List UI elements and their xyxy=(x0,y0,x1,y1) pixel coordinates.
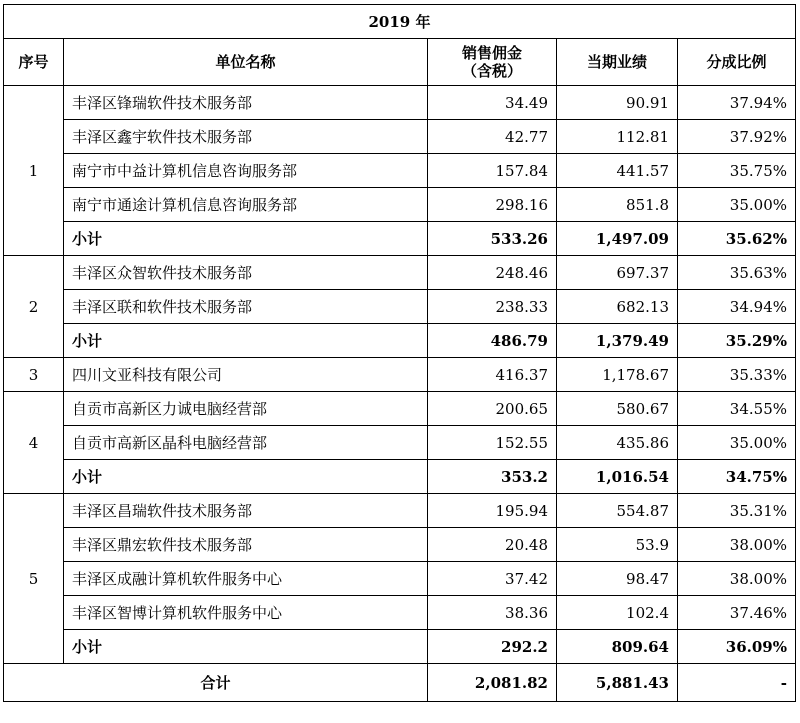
unit-name: 丰泽区鼎宏软件技术服务部 xyxy=(64,528,428,562)
unit-name: 南宁市通途计算机信息咨询服务部 xyxy=(64,188,428,222)
subtotal-label: 小计 xyxy=(64,630,428,664)
table-row xyxy=(4,528,796,562)
header-commission-line2: （含税） xyxy=(461,62,522,80)
total-label: 合计 xyxy=(4,664,428,702)
unit-name: 丰泽区成融计算机软件服务中心 xyxy=(64,562,428,596)
subtotal-ratio: 35.29% xyxy=(678,324,796,358)
performance-value: 112.81 xyxy=(557,120,678,154)
unit-name: 丰泽区联和软件技术服务部 xyxy=(64,290,428,324)
header-performance: 当期业绩 xyxy=(557,39,678,86)
commission-value: 298.16 xyxy=(428,188,557,222)
unit-name: 丰泽区众智软件技术服务部 xyxy=(64,256,428,290)
unit-name: 丰泽区昌瑞软件技术服务部 xyxy=(64,494,428,528)
commission-value: 238.33 xyxy=(428,290,557,324)
table-row xyxy=(4,562,796,596)
total-performance: 5,881.43 xyxy=(557,664,678,702)
group-seq: 5 xyxy=(4,494,64,664)
subtotal-performance: 1,379.49 xyxy=(557,324,678,358)
group-seq: 1 xyxy=(4,86,64,256)
commission-table xyxy=(3,4,796,702)
performance-value: 53.9 xyxy=(557,528,678,562)
header-commission-line1: 销售佣金 xyxy=(461,44,522,62)
performance-value: 441.57 xyxy=(557,154,678,188)
ratio-value: 35.33% xyxy=(678,358,796,392)
table-row xyxy=(4,358,796,392)
performance-value: 554.87 xyxy=(557,494,678,528)
subtotal-commission: 486.79 xyxy=(428,324,557,358)
ratio-value: 35.75% xyxy=(678,154,796,188)
commission-value: 195.94 xyxy=(428,494,557,528)
header-commission xyxy=(428,39,557,86)
header-seq: 序号 xyxy=(4,39,64,86)
subtotal-commission: 292.2 xyxy=(428,630,557,664)
subtotal-row xyxy=(4,460,796,494)
commission-value: 248.46 xyxy=(428,256,557,290)
subtotal-label: 小计 xyxy=(64,460,428,494)
table-row xyxy=(4,256,796,290)
ratio-value: 38.00% xyxy=(678,528,796,562)
ratio-value: 34.94% xyxy=(678,290,796,324)
table-row xyxy=(4,188,796,222)
unit-name: 四川文亚科技有限公司 xyxy=(64,358,428,392)
performance-value: 580.67 xyxy=(557,392,678,426)
subtotal-performance: 1,497.09 xyxy=(557,222,678,256)
performance-value: 90.91 xyxy=(557,86,678,120)
subtotal-performance: 809.64 xyxy=(557,630,678,664)
ratio-value: 38.00% xyxy=(678,562,796,596)
group-seq: 2 xyxy=(4,256,64,358)
table-row xyxy=(4,154,796,188)
subtotal-row xyxy=(4,324,796,358)
performance-value: 1,178.67 xyxy=(557,358,678,392)
ratio-value: 37.92% xyxy=(678,120,796,154)
performance-value: 697.37 xyxy=(557,256,678,290)
subtotal-row xyxy=(4,222,796,256)
ratio-value: 35.00% xyxy=(678,188,796,222)
subtotal-ratio: 36.09% xyxy=(678,630,796,664)
commission-value: 152.55 xyxy=(428,426,557,460)
unit-name: 丰泽区锋瑞软件技术服务部 xyxy=(64,86,428,120)
commission-value: 157.84 xyxy=(428,154,557,188)
table-row xyxy=(4,392,796,426)
subtotal-ratio: 34.75% xyxy=(678,460,796,494)
performance-value: 435.86 xyxy=(557,426,678,460)
header-name: 单位名称 xyxy=(64,39,428,86)
commission-value: 34.49 xyxy=(428,86,557,120)
ratio-value: 34.55% xyxy=(678,392,796,426)
table-row xyxy=(4,120,796,154)
performance-value: 851.8 xyxy=(557,188,678,222)
ratio-value: 35.00% xyxy=(678,426,796,460)
commission-value: 20.48 xyxy=(428,528,557,562)
subtotal-performance: 1,016.54 xyxy=(557,460,678,494)
group-seq: 4 xyxy=(4,392,64,494)
unit-name: 丰泽区智博计算机软件服务中心 xyxy=(64,596,428,630)
header-ratio: 分成比例 xyxy=(678,39,796,86)
ratio-value: 37.94% xyxy=(678,86,796,120)
table-row xyxy=(4,426,796,460)
subtotal-ratio: 35.62% xyxy=(678,222,796,256)
ratio-value: 35.63% xyxy=(678,256,796,290)
commission-value: 416.37 xyxy=(428,358,557,392)
total-commission: 2,081.82 xyxy=(428,664,557,702)
table-title: 2019 年 xyxy=(4,5,796,39)
total-ratio: - xyxy=(678,664,796,702)
subtotal-label: 小计 xyxy=(64,324,428,358)
subtotal-commission: 353.2 xyxy=(428,460,557,494)
unit-name: 自贡市高新区晶科电脑经营部 xyxy=(64,426,428,460)
group-seq: 3 xyxy=(4,358,64,392)
performance-value: 102.4 xyxy=(557,596,678,630)
performance-value: 682.13 xyxy=(557,290,678,324)
total-row xyxy=(4,664,796,702)
ratio-value: 35.31% xyxy=(678,494,796,528)
subtotal-label: 小计 xyxy=(64,222,428,256)
unit-name: 南宁市中益计算机信息咨询服务部 xyxy=(64,154,428,188)
unit-name: 丰泽区鑫宇软件技术服务部 xyxy=(64,120,428,154)
table-row xyxy=(4,494,796,528)
performance-value: 98.47 xyxy=(557,562,678,596)
commission-value: 42.77 xyxy=(428,120,557,154)
ratio-value: 37.46% xyxy=(678,596,796,630)
unit-name: 自贡市高新区力诚电脑经营部 xyxy=(64,392,428,426)
commission-value: 38.36 xyxy=(428,596,557,630)
subtotal-row xyxy=(4,630,796,664)
table-row xyxy=(4,290,796,324)
commission-value: 200.65 xyxy=(428,392,557,426)
commission-value: 37.42 xyxy=(428,562,557,596)
table-row xyxy=(4,86,796,120)
table-row xyxy=(4,596,796,630)
subtotal-commission: 533.26 xyxy=(428,222,557,256)
